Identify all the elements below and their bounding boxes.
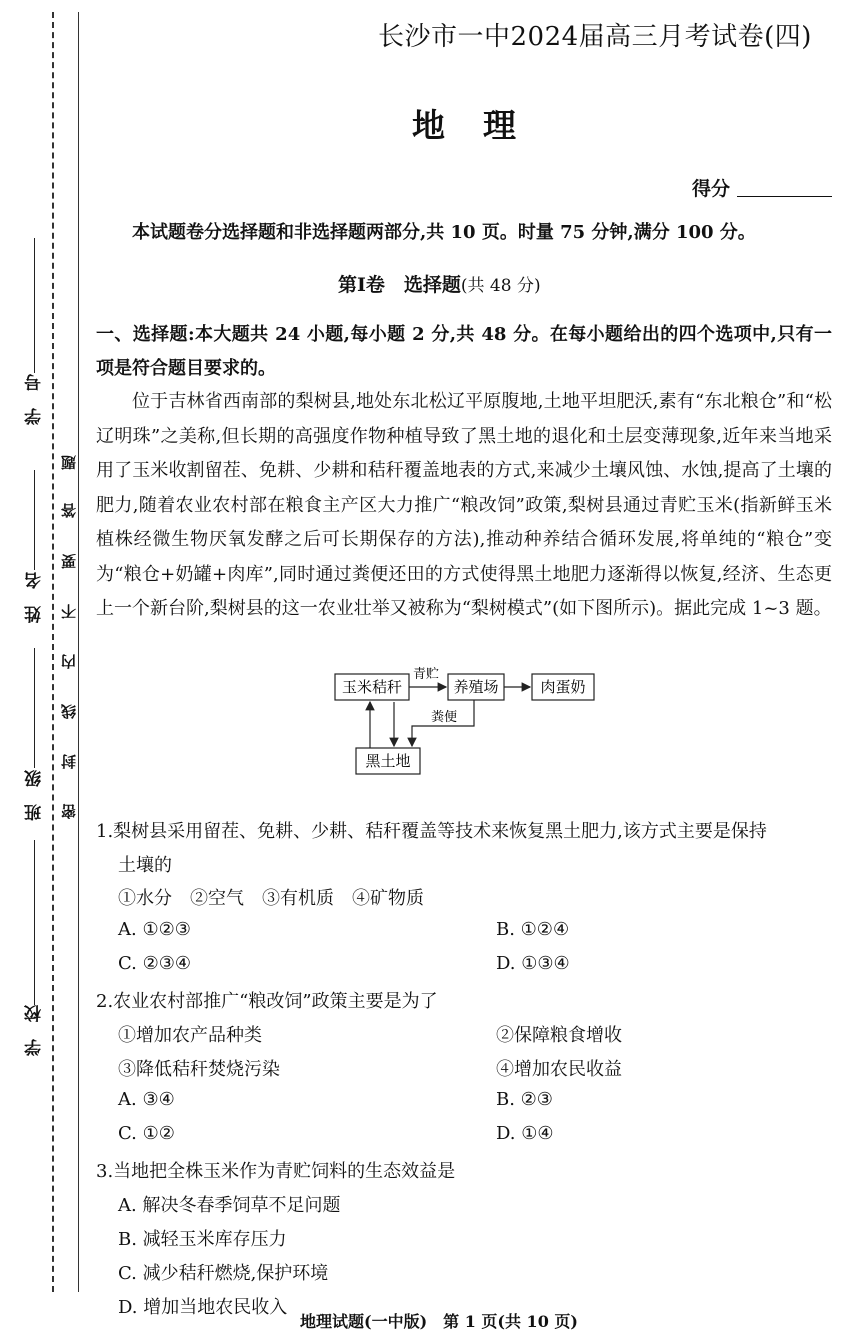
question-2-option-d[interactable]: D. ①④ [496, 1123, 554, 1144]
binding-solid-line [78, 12, 79, 1292]
binding-dashed-line [52, 12, 54, 1292]
label-manure: 粪便 [430, 710, 458, 725]
subject-title: 地理 [412, 106, 554, 145]
question-1-stem: 1.梨树县采用留茬、免耕、少耕、秸秆覆盖等技术来恢复黑土肥力,该方式主要是保持 [96, 821, 767, 842]
student-id-blank [34, 238, 35, 373]
question-3-stem: 3.当地把全株玉米作为青贮饲料的生态效益是 [96, 1161, 456, 1182]
school-label: 学 校 [25, 1005, 45, 1056]
question-2-option-c[interactable]: C. ①② [118, 1123, 175, 1144]
question-1-option-d[interactable]: D. ①③④ [496, 953, 570, 974]
reading-passage: 位于吉林省西南部的梨树县,地处东北松辽平原腹地,土地平坦肥沃,素有“东北粮仓”和“松辽明珠”之美称,但长期的高强度作物种植导致了黑土地的退化和土层变薄现象,近年来当地采用了玉米收割留茬、免耕、少耕和秸秆覆盖地表的方式,来减少土壤风蚀、水蚀,提高了土壤的肥力,随着农业农村部在粮食主产区大力推广“粮改饲”政策,梨树县通过青贮玉米(指新鲜玉米植株经微生物厌氧发酵之后可长期保存的方法),推动种养结合循环发展,将单纯的“粮仓”变为“粮仓+奶罐+肉库”,同时通过粪便还田的方式使得黑土地肥力逐渐得以恢复,经济、生态更上一个新台阶,梨树县的这一农业壮举又被称为“梨树模式”(如下图所示)。据此完成 1~3 题。 [96, 391, 832, 619]
student-id-label: 学 号 [25, 374, 45, 425]
seal-char: 要 [60, 554, 78, 569]
part-title-text: 第Ⅰ卷 选择题 [338, 274, 461, 296]
seal-char: 题 [60, 455, 78, 470]
exam-title: 长沙市一中2024届高三月考试卷(四) [378, 22, 812, 52]
page-footer: 地理试题(一中版) 第 1 页(共 10 页) [300, 1312, 578, 1331]
seal-char: 密 [60, 804, 78, 819]
question-2-stem: 2.农业农村部推广“粮改饲”政策主要是为了 [96, 991, 438, 1012]
node-meat-egg-milk: 肉蛋奶 [540, 678, 586, 696]
score-label: 得分 [692, 178, 731, 200]
lishu-model-diagram [320, 660, 620, 780]
question-1-option-a[interactable]: A. ①②③ [118, 919, 191, 940]
seal-char: 封 [60, 754, 78, 769]
label-silage: 青贮 [412, 667, 440, 682]
question-1-option-b[interactable]: B. ①②④ [496, 919, 570, 940]
question-2-item: ③降低秸秆焚烧污染 [118, 1059, 280, 1080]
question-2-item: ④增加农民收益 [496, 1059, 622, 1080]
seal-char: 线 [60, 704, 78, 719]
question-2-option-b[interactable]: B. ②③ [496, 1089, 553, 1110]
part-title [338, 270, 541, 297]
node-black-soil: 黑土地 [365, 752, 411, 770]
name-blank [34, 470, 35, 570]
node-corn-straw: 玉米秸秆 [341, 678, 403, 696]
name-label: 姓 名 [25, 572, 45, 623]
question-2-option-a[interactable]: A. ③④ [118, 1089, 175, 1110]
part-note: (共 48 分) [460, 276, 541, 296]
question-3-option-a[interactable]: A. 解决冬春季饲草不足问题 [118, 1195, 341, 1216]
score-blank[interactable] [737, 196, 832, 197]
school-blank [34, 840, 35, 1005]
node-farm: 养殖场 [453, 678, 499, 696]
question-3-option-d[interactable]: D. 增加当地农民收入 [118, 1297, 288, 1318]
question-1-option-c[interactable]: C. ②③④ [118, 953, 191, 974]
class-label: 班 级 [25, 770, 45, 821]
exam-intro: 本试题卷分选择题和非选择题两部分,共 10 页。时量 75 分钟,满分 100 分。 [132, 222, 756, 243]
question-1-stem-cont: 土壤的 [118, 855, 172, 876]
question-1-items: ①水分 ②空气 ③有机质 ④矿物质 [118, 888, 424, 909]
question-2-item: ①增加农产品种类 [118, 1025, 262, 1046]
seal-char: 内 [60, 654, 78, 669]
question-3-option-c[interactable]: C. 减少秸秆燃烧,保护环境 [118, 1263, 329, 1284]
question-3-option-b[interactable]: B. 减轻玉米库存压力 [118, 1229, 287, 1250]
seal-char: 答 [60, 503, 78, 518]
seal-char: 不 [60, 604, 78, 619]
class-blank [34, 648, 35, 768]
question-2-item: ②保障粮食增收 [496, 1025, 622, 1046]
section-heading: 一、选择题:本大题共 24 小题,每小题 2 分,共 48 分。在每小题给出的四个选项中,只有一项是符合题目要求的。 [96, 324, 832, 379]
